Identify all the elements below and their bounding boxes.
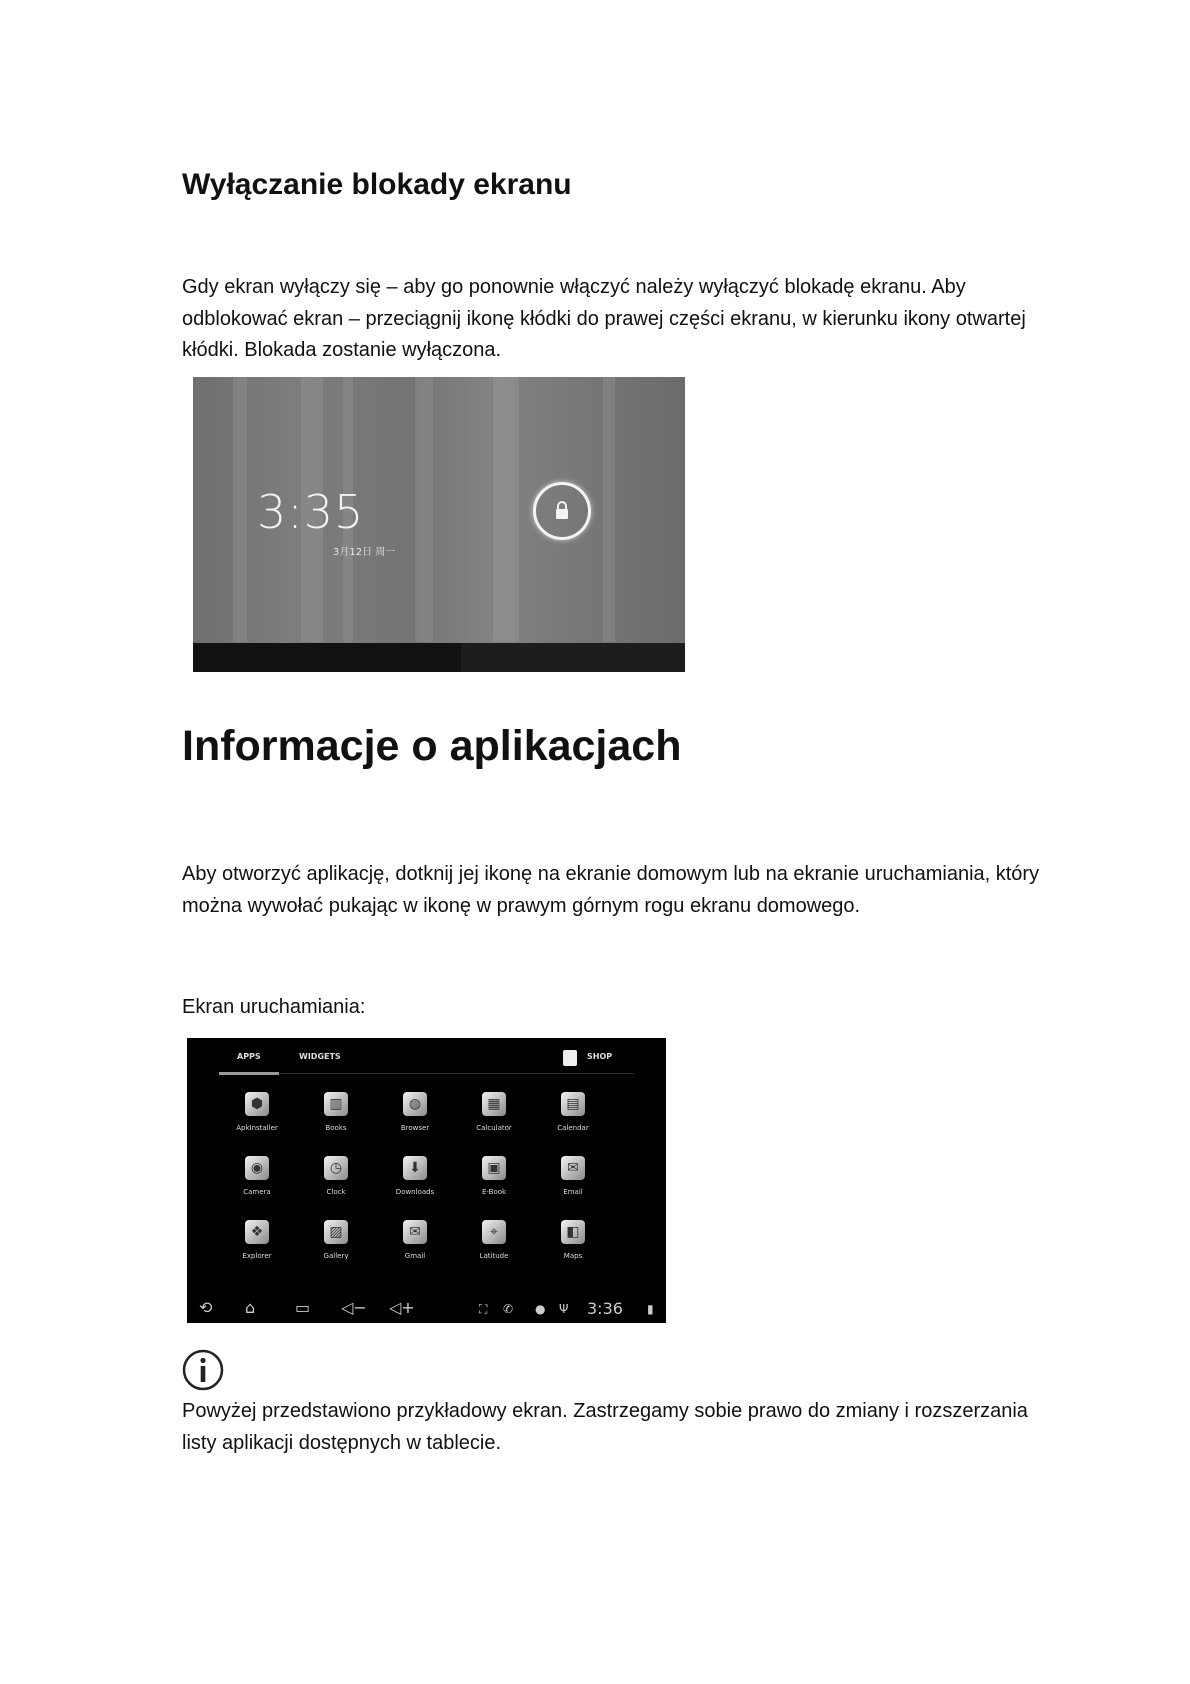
download-icon: ⬇ bbox=[403, 1156, 427, 1180]
app-e-book[interactable] bbox=[458, 1156, 530, 1196]
gmail-icon: ✉ bbox=[403, 1220, 427, 1244]
camera-icon: ◉ bbox=[245, 1156, 269, 1180]
tab-apps[interactable]: APPS bbox=[237, 1052, 261, 1061]
app-label: Clock bbox=[326, 1188, 346, 1196]
app-label: Gallery bbox=[323, 1252, 349, 1260]
app-calculator[interactable] bbox=[458, 1092, 530, 1132]
app-books[interactable] bbox=[300, 1092, 372, 1132]
app-clock[interactable] bbox=[300, 1156, 372, 1196]
app-label: E-Book bbox=[481, 1188, 507, 1196]
globe-icon: ◍ bbox=[403, 1092, 427, 1116]
app-email[interactable] bbox=[537, 1156, 609, 1196]
apps-section-heading: Informacje o aplikacjach bbox=[182, 722, 682, 770]
note-text: Powyżej przedstawiono przykładowy ekran. Zastrzegamy sobie prawo do zmiany i rozszerzania listy aplikacji dostępnych w tablecie. bbox=[182, 1400, 1028, 1454]
folder-icon: ❖ bbox=[245, 1220, 269, 1244]
ebook-icon: ▣ bbox=[482, 1156, 506, 1180]
lock-clock: 3:35 bbox=[257, 485, 365, 539]
app-browser[interactable] bbox=[379, 1092, 451, 1132]
apps-instructions: Aby otworzyć aplikację, dotknij jej ikonę na ekranie domowym lub na ekranie uruchamiania, który można wywołać pukając w ikonę w prawym górnym rogu ekranu domowego. bbox=[182, 863, 1040, 917]
lock-screen-bottom-bar bbox=[193, 643, 685, 672]
system-nav-bar bbox=[187, 1296, 666, 1323]
shop-label[interactable]: SHOP bbox=[587, 1052, 613, 1061]
padlock-icon bbox=[554, 500, 570, 520]
app-maps[interactable] bbox=[537, 1220, 609, 1260]
info-icon bbox=[182, 1349, 224, 1391]
volume-down-icon[interactable]: ◁− bbox=[341, 1298, 367, 1317]
package-icon: ⬢ bbox=[245, 1092, 269, 1116]
app-label: Calendar bbox=[557, 1124, 589, 1132]
status-clock: 3:36 bbox=[587, 1299, 623, 1318]
lock-date: 3月12日 周一 bbox=[333, 547, 396, 558]
launcher-caption: Ekran uruchamiania: bbox=[182, 996, 366, 1018]
app-label: Downloads bbox=[395, 1188, 435, 1196]
android-icon: ● bbox=[535, 1302, 546, 1316]
app-label: Camera bbox=[243, 1188, 271, 1196]
app-gallery[interactable] bbox=[300, 1220, 372, 1260]
app-gmail[interactable] bbox=[379, 1220, 451, 1260]
email-icon: ✉ bbox=[561, 1156, 585, 1180]
launcher-screen-image bbox=[187, 1038, 666, 1323]
map-icon: ◧ bbox=[561, 1220, 585, 1244]
app-label: Books bbox=[325, 1124, 347, 1132]
app-camera[interactable] bbox=[221, 1156, 293, 1196]
gallery-icon: ▨ bbox=[324, 1220, 348, 1244]
tab-divider bbox=[279, 1073, 634, 1074]
app-latitude[interactable] bbox=[458, 1220, 530, 1260]
clock-icon: ◷ bbox=[324, 1156, 348, 1180]
app-label: ApkInstaller bbox=[236, 1124, 278, 1132]
book-icon: ▥ bbox=[324, 1092, 348, 1116]
shop-bag-icon[interactable] bbox=[563, 1050, 577, 1066]
usb-icon: Ψ bbox=[559, 1302, 569, 1316]
calculator-icon: ▦ bbox=[482, 1092, 506, 1116]
app-label: Gmail bbox=[404, 1252, 426, 1260]
back-icon[interactable]: ⟲ bbox=[199, 1298, 213, 1317]
map-pin-icon: ⌖ bbox=[482, 1220, 506, 1244]
tab-widgets[interactable]: WIDGETS bbox=[299, 1052, 341, 1061]
app-apkinstaller[interactable] bbox=[221, 1092, 293, 1132]
calendar-icon: ▤ bbox=[561, 1092, 585, 1116]
app-calendar[interactable] bbox=[537, 1092, 609, 1132]
phone-icon: ✆ bbox=[503, 1302, 514, 1316]
app-label: Calculator bbox=[476, 1124, 512, 1132]
screenshot-icon: ⛶ bbox=[479, 1302, 488, 1316]
app-label: Browser bbox=[400, 1124, 430, 1132]
recent-apps-icon[interactable]: ▭ bbox=[295, 1298, 311, 1317]
app-label: Latitude bbox=[479, 1252, 509, 1260]
app-downloads[interactable] bbox=[379, 1156, 451, 1196]
active-tab-indicator bbox=[219, 1072, 279, 1075]
app-label: Explorer bbox=[242, 1252, 272, 1260]
volume-up-icon[interactable]: ◁+ bbox=[389, 1298, 415, 1317]
app-label: Email bbox=[563, 1188, 583, 1196]
battery-icon: ▮ bbox=[647, 1302, 654, 1316]
lock-screen-image bbox=[193, 377, 685, 672]
lock-instructions: Gdy ekran wyłączy się – aby go ponownie włączyć należy wyłączyć blokadę ekranu. Aby odblokować ekran – przeciągnij ikonę kłódki do prawej części ekranu, w kierunku ikony otwartej kłódki. Blokada zostanie wyłączona. bbox=[182, 276, 1026, 361]
home-icon[interactable]: ⌂ bbox=[245, 1298, 256, 1317]
app-explorer[interactable] bbox=[221, 1220, 293, 1260]
unlock-ring[interactable] bbox=[533, 482, 591, 540]
lock-section-heading: Wyłączanie blokady ekranu bbox=[182, 168, 572, 201]
app-label: Maps bbox=[563, 1252, 583, 1260]
